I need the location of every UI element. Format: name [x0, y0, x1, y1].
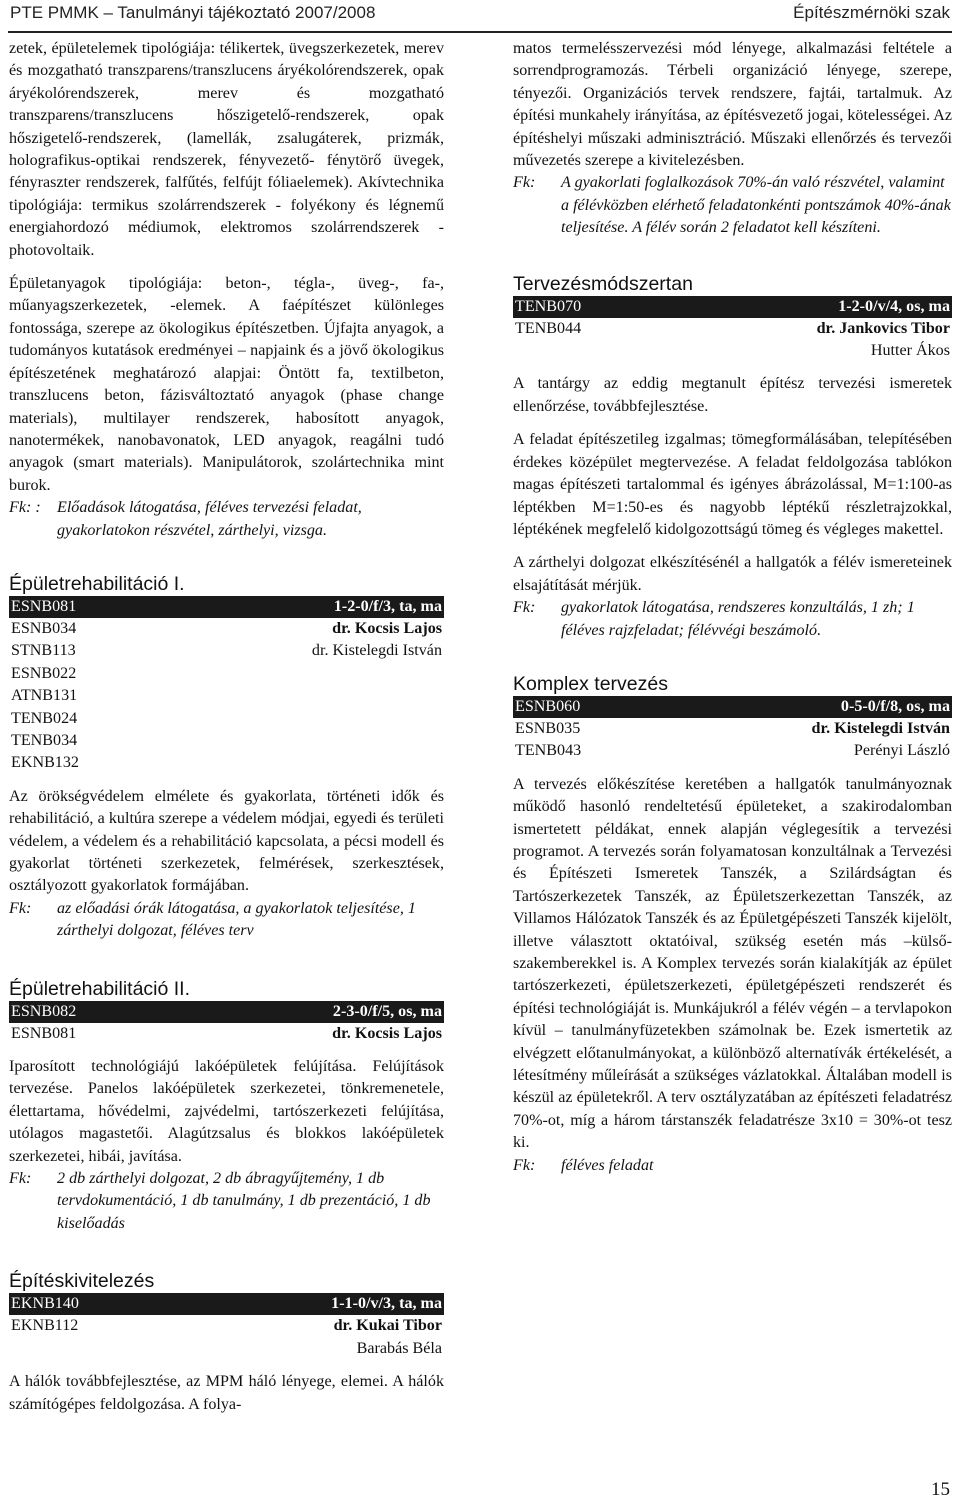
prereq-row — [9, 752, 444, 774]
requirements-note — [9, 1168, 444, 1235]
course-credits: 2-3-0/f/5, os, ma — [332, 1002, 442, 1020]
header-title: PTE PMMK – Tanulmányi tájékoztató 2007/2008 — [10, 3, 376, 22]
prereq-row — [513, 718, 952, 740]
prereq-row — [9, 663, 444, 685]
requirements-note — [513, 597, 952, 642]
prereq-code: STNB113 — [11, 642, 76, 660]
course-title: Épületrehabilitáció II. — [9, 977, 191, 1000]
fk-text: A gyakorlati foglalkozások 70%-án való részvétel, valamint a félévközben elérhető feladatonkénti pontszámok 40%-ának teljesítése. A félév során 2 feladatot kell készíteni. — [561, 174, 951, 237]
intro-paragraph: matos termelésszervezési mód lényege, alkalmazási feltétele a sorrendprogramozás. Térbeli organizáció lényege, szerepe, tényezői. Organizációs tervek rendszere, fajtái, tartalmuk. Az építési munkahely irányítása, az építésvezető jogai, kötelességei. Az építéshelyi műszaki adminisztráció. Műszaki ellenőrzés és tervezői művezetés szerepe a kivitelezésben. — [513, 40, 952, 170]
prereq-row — [9, 618, 444, 640]
course-credits: 1-2-0/v/4, os, ma — [838, 297, 950, 315]
prereq-code: ESNB081 — [11, 1024, 77, 1042]
prereq-code: TENB044 — [515, 319, 582, 337]
prereq-row — [9, 708, 444, 730]
lecturer-name: dr. Kukai Tibor — [333, 1317, 442, 1335]
prereq-row — [513, 340, 952, 362]
requirements-note — [513, 1155, 952, 1177]
lecturer-name: dr. Kocsis Lajos — [332, 619, 442, 637]
course-code: TENB070 — [515, 297, 582, 315]
fk-label: Fk: — [513, 1156, 536, 1174]
course-code-bar — [9, 1293, 444, 1315]
lecturer-name: dr. Kocsis Lajos — [332, 1024, 442, 1042]
course-credits: 1-1-0/v/3, ta, ma — [331, 1295, 442, 1313]
course-description: A hálók továbbfejlesztése, az MPM háló lényege, elemei. A hálók számítógépes feldolgozása. A folya- — [9, 1373, 444, 1413]
course-paragraph: A zárthelyi dolgozat elkészítésénél a hallgatók a félév ismereteinek elsajátítását mérjük. — [513, 554, 952, 594]
course-block — [9, 572, 444, 943]
course-code: ESNB060 — [515, 697, 581, 715]
course-credits: 0-5-0/f/8, os, ma — [840, 697, 950, 715]
prereq-code: ATNB131 — [11, 687, 78, 705]
prereq-code: ESNB035 — [515, 719, 581, 737]
fk-text: 2 db zárthelyi dolgozat, 2 db ábragyűjtemény, 1 db tervdokumentáció, 1 db tanulmány, 1 db prezentáció, 1 db kiselőadás — [57, 1170, 431, 1232]
course-code-bar — [513, 696, 952, 718]
course-block — [513, 672, 952, 1177]
course-block — [513, 272, 952, 642]
course-code: ESNB081 — [11, 597, 77, 615]
fk-label: Fk: — [9, 1170, 32, 1188]
course-code: EKNB140 — [11, 1295, 79, 1313]
fk-label: Fk: — [513, 599, 536, 617]
prereq-row — [513, 740, 952, 762]
course-code-bar — [513, 296, 952, 318]
lecturer-name: Hutter Ákos — [870, 342, 950, 360]
prereq-code: TENB043 — [515, 742, 582, 760]
prereq-row — [513, 318, 952, 340]
prereq-code: EKNB112 — [11, 1317, 79, 1335]
lecturer-name: dr. Jankovics Tibor — [816, 319, 950, 337]
prereq-row — [9, 1338, 444, 1360]
page-header — [0, 0, 960, 34]
fk-text: az előadási órák látogatása, a gyakorlatok teljesítése, 1 zárthelyi dolgozat, féléves terv — [57, 899, 416, 940]
requirements-note — [513, 172, 952, 239]
intro-paragraph: Épületanyagok tipológiája: beton-, tégla-, üveg-, fa-, műanyagszerkezetek, -elemek. A faépítészet különleges fontossága, szerepe az ökologikus építészetben. Újfajta anyagok, a tudományos kutatások eredményei – napjaink és a jövő ökologikus építészetének meghatározó alapjai: Öntött fa, textilbeton, transzlucens beton, fázisváltoztató anyagok (phase change materials), multilayer rendszerek, habosított anyagok, nanotermékek, nanobavonatok, LED anyagok, reagálni tudó anyagok (smart materials). Manipulátorok, szolártechnika mint burok. — [9, 275, 444, 494]
course-credits: 1-2-0/f/3, ta, ma — [333, 597, 442, 615]
prereq-row — [9, 730, 444, 752]
requirements-note — [9, 497, 444, 542]
course-paragraph: A tervezés előkészítése keretében a hallgatók tanulmányoznak működő hasonló rendeltetésű épületeket, a szakirodalomban ismertetett példákat, ennek alapján véglegesítik a tervezési programot. A tervezés során folyamatosan konzultálnak a Tervezési és Építészeti Ismeretek Tanszék, a Szilárdságtan és Tartószerkezetek Tanszék, az Épületszerkezettan Tanszék, az Villamos Hálózatok Tanszék és az Épületgépészeti Tanszék kijelölt, illetve választott oktatóival, szükség esetén más –külső- szakemberekkel is. A Komplex tervezés során kialakítják az épület tartószerkezeti, épületszerkezeti, épületgépészeti rendszerét és építési technológiáját is. Munkájukról a félév végén – a tervlapokon kívül – tanulmányfüzetekben számolnak be. Ezek ismertetik az elvégzett előtanulmányokat, a különböző alternatívák értékelését, a létesítmény műleírását a szükséges vázlatokkal. Általában modell is készül az épületekről. A terv osztályzatában az építészeti feladatrész 70%-ot, míg a három társtanszék feladatrésze 3x10 = 30%-ot tesz ki. — [513, 775, 952, 1152]
lecturer-name: Perényi László — [853, 742, 950, 760]
fk-label: Fk: — [9, 899, 32, 917]
right-column — [513, 38, 952, 1177]
prereq-row — [9, 1315, 444, 1337]
course-block — [9, 977, 444, 1236]
course-block — [9, 1269, 444, 1416]
prereq-code: EKNB132 — [11, 754, 79, 772]
fk-text: gyakorlatok látogatása, rendszeres konzultálás, 1 zh; 1 féléves rajzfeladat; félévvégi beszámoló. — [561, 599, 915, 639]
prereq-code: TENB034 — [11, 731, 78, 749]
prereq-row — [9, 685, 444, 707]
course-code: ESNB082 — [11, 1002, 77, 1020]
course-paragraph: A feladat építészetileg izgalmas; tömegformálásában, telepítésében érdekes középület megtervezése. A feladat feldolgozása tablókon magas építészeti tartalommal és igényes ábrázolással, M=1:100-as léptékben M=1:50-es és nagyobb léptékű részletrajzokkal, léptékének megfelelő kidolgozottságú tömeg és végleges makettel. — [513, 431, 952, 538]
course-code-bar — [9, 596, 444, 618]
lecturer-name: Barabás Béla — [356, 1339, 442, 1357]
course-description: Az örökségvédelem elmélete és gyakorlata, történeti idők és rehabilitáció, a kultúra szerepe a védelem módjai, egyedi és területi védelem, a védelem és a rehabilitáció kapcsolata, a pécsi modell és gyakorlat történeti szerkezetek, felmérések, szerkesztések, osztályozott gyakorlatok formájában. — [9, 787, 444, 895]
requirements-note — [9, 898, 444, 943]
header-section: Építészmérnöki szak — [793, 3, 950, 22]
prereq-row — [9, 1023, 444, 1045]
fk-label: Fk: — [513, 174, 536, 192]
course-title: Épületrehabilitáció I. — [9, 572, 185, 595]
course-description: Iparosított technológiájú lakóépületek felújítása. Felújítások tervezése. Panelos lakóépületek szerkezetei, tönkremenetele, élettartama, hővédelmi, zajvédelmi, tartószerkezeti felújítása, utólagos magastetői. Alagútzsalus és blokkos lakóépületek szerkezetei, hibái, javítása. — [9, 1058, 444, 1165]
lecturer-name: dr. Kistelegdi István — [811, 719, 950, 737]
intro-paragraph: zetek, épületelemek tipológiája: télikertek, üvegszerkezetek, merev és mozgatható transzparens/transzlucens áryékolórendszerek, opak áryékolórendszerek, merev és mozgatható transzparens/transzlucens hőszigetelő-rendszerek, opak hőszigetelő-rendszerek, (lamellák, zsalugáterek, prizmák, holografikus-optikai rendszerek, fényvezető- fénytörő üvegek, fényraszter rendszerek, falfűtés, felfújt fóliaelemek). Akívtechnika tipológiája: termikus szolárrendszerek - folyékony és légnemű energiahordozó médiumok, elektromos szolárrendszerek - photovoltaik. — [9, 40, 444, 259]
prereq-row — [9, 640, 444, 662]
prereq-code: TENB024 — [11, 709, 78, 727]
course-code-bar — [9, 1001, 444, 1023]
fk-text: Előadások látogatása, féléves tervezési feladat, gyakorlatokon részvétel, zárthelyi, vizsga. — [57, 499, 362, 539]
course-paragraph: A tantárgy az eddig megtanult építész tervezési ismeretek ellenőrzése, továbbfejlesztése. — [513, 375, 952, 415]
fk-label: Fk: : — [9, 499, 41, 517]
prereq-code: ESNB022 — [11, 664, 77, 682]
lecturer-name: dr. Kistelegdi István — [311, 642, 442, 660]
page-number: 15 — [931, 1479, 950, 1500]
course-title: Komplex tervezés — [513, 672, 668, 695]
fk-text: féléves feladat — [561, 1156, 654, 1174]
course-title: Építéskivitelezés — [9, 1270, 155, 1293]
left-column — [9, 38, 444, 1416]
course-title: Tervezésmódszertan — [513, 272, 693, 295]
header-rule — [8, 31, 952, 33]
prereq-code: ESNB034 — [11, 619, 77, 637]
